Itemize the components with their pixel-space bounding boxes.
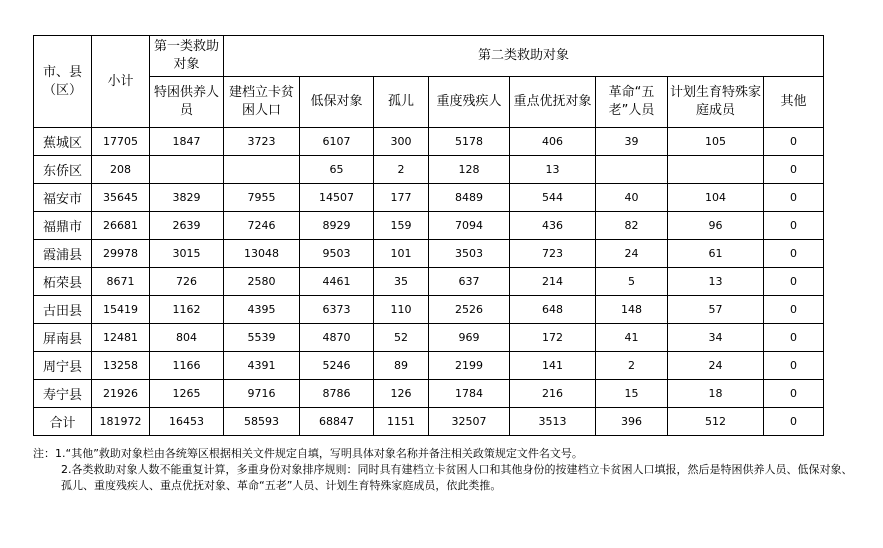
region-cell: 蕉城区 (34, 128, 92, 156)
value-cell: 5 (596, 268, 668, 296)
value-cell: 0 (764, 156, 824, 184)
value-cell: 82 (596, 212, 668, 240)
value-cell: 13 (668, 268, 764, 296)
region-cell: 柘荣县 (34, 268, 92, 296)
value-cell: 148 (596, 296, 668, 324)
region-cell: 东侨区 (34, 156, 92, 184)
value-cell: 7955 (224, 184, 300, 212)
value-cell: 17705 (92, 128, 150, 156)
value-cell: 105 (668, 128, 764, 156)
header-col: 革命“五老”人员 (596, 77, 668, 128)
value-cell: 436 (510, 212, 596, 240)
value-cell: 172 (510, 324, 596, 352)
value-cell: 1847 (150, 128, 224, 156)
value-cell: 65 (300, 156, 374, 184)
value-cell: 0 (764, 380, 824, 408)
value-cell: 104 (668, 184, 764, 212)
table-row (34, 296, 824, 324)
value-cell: 12481 (92, 324, 150, 352)
value-cell: 3503 (429, 240, 510, 268)
value-cell: 0 (764, 268, 824, 296)
value-cell: 14507 (300, 184, 374, 212)
table-row (34, 324, 824, 352)
value-cell: 0 (764, 324, 824, 352)
region-cell: 周宁县 (34, 352, 92, 380)
value-cell: 15 (596, 380, 668, 408)
value-cell: 29978 (92, 240, 150, 268)
value-cell: 3015 (150, 240, 224, 268)
value-cell: 6373 (300, 296, 374, 324)
value-cell: 15419 (92, 296, 150, 324)
table-row (34, 128, 824, 156)
header-col: 孤儿 (374, 77, 429, 128)
value-cell (150, 156, 224, 184)
value-cell: 181972 (92, 408, 150, 436)
value-cell: 96 (668, 212, 764, 240)
value-cell: 406 (510, 128, 596, 156)
value-cell: 128 (429, 156, 510, 184)
value-cell: 8489 (429, 184, 510, 212)
value-cell: 0 (764, 240, 824, 268)
value-cell: 8671 (92, 268, 150, 296)
value-cell: 1265 (150, 380, 224, 408)
value-cell: 723 (510, 240, 596, 268)
table-row (34, 268, 824, 296)
value-cell: 35645 (92, 184, 150, 212)
header-col: 低保对象 (300, 77, 374, 128)
value-cell: 4870 (300, 324, 374, 352)
value-cell: 4461 (300, 268, 374, 296)
value-cell: 1784 (429, 380, 510, 408)
value-cell: 2580 (224, 268, 300, 296)
header-region: 市、县（区） (34, 36, 92, 128)
header-col: 建档立卡贫困人口 (224, 77, 300, 128)
value-cell: 8929 (300, 212, 374, 240)
value-cell: 0 (764, 352, 824, 380)
value-cell: 101 (374, 240, 429, 268)
value-cell: 58593 (224, 408, 300, 436)
value-cell: 396 (596, 408, 668, 436)
value-cell: 18 (668, 380, 764, 408)
value-cell: 13258 (92, 352, 150, 380)
value-cell (596, 156, 668, 184)
table-row (34, 240, 824, 268)
value-cell: 26681 (92, 212, 150, 240)
header-group2: 第二类救助对象 (224, 36, 824, 77)
value-cell: 32507 (429, 408, 510, 436)
value-cell: 34 (668, 324, 764, 352)
value-cell: 4395 (224, 296, 300, 324)
value-cell: 7094 (429, 212, 510, 240)
value-cell: 3513 (510, 408, 596, 436)
value-cell: 39 (596, 128, 668, 156)
value-cell (668, 156, 764, 184)
header-col: 重度残疾人 (429, 77, 510, 128)
value-cell: 512 (668, 408, 764, 436)
value-cell: 5539 (224, 324, 300, 352)
value-cell: 2199 (429, 352, 510, 380)
value-cell: 214 (510, 268, 596, 296)
header-col: 特困供养人员 (150, 77, 224, 128)
value-cell: 1162 (150, 296, 224, 324)
value-cell: 5246 (300, 352, 374, 380)
header-col: 计划生育特殊家庭成员 (668, 77, 764, 128)
value-cell: 126 (374, 380, 429, 408)
value-cell: 544 (510, 184, 596, 212)
value-cell: 2 (374, 156, 429, 184)
value-cell: 52 (374, 324, 429, 352)
assistance-table (33, 35, 824, 436)
value-cell: 0 (764, 128, 824, 156)
value-cell: 3829 (150, 184, 224, 212)
value-cell: 24 (668, 352, 764, 380)
value-cell: 637 (429, 268, 510, 296)
value-cell: 24 (596, 240, 668, 268)
value-cell: 1166 (150, 352, 224, 380)
value-cell: 61 (668, 240, 764, 268)
value-cell: 3723 (224, 128, 300, 156)
value-cell: 177 (374, 184, 429, 212)
value-cell: 648 (510, 296, 596, 324)
table-row (34, 212, 824, 240)
value-cell: 2639 (150, 212, 224, 240)
value-cell: 16453 (150, 408, 224, 436)
value-cell: 159 (374, 212, 429, 240)
value-cell: 726 (150, 268, 224, 296)
table-row (34, 352, 824, 380)
footnotes (33, 446, 863, 494)
header-group1: 第一类救助对象 (150, 36, 224, 77)
value-cell: 0 (764, 296, 824, 324)
table-row (34, 156, 824, 184)
value-cell: 13 (510, 156, 596, 184)
region-cell: 福鼎市 (34, 212, 92, 240)
table-row (34, 184, 824, 212)
footnote-2: 2.各类救助对象人数不能重复计算，多重身份对象排序规则：同时具有建档立卡贫困人口和其他身份的按建档立卡贫困人口填报，然后是特困供养人员、低保对象、孤儿、重度残疾人、重点优抚对象、革命“五老”人员、计划生育特殊家庭成员，依此类推。 (61, 463, 853, 492)
value-cell: 68847 (300, 408, 374, 436)
value-cell: 300 (374, 128, 429, 156)
value-cell: 969 (429, 324, 510, 352)
value-cell (224, 156, 300, 184)
value-cell: 41 (596, 324, 668, 352)
region-cell: 屏南县 (34, 324, 92, 352)
header-col: 其他 (764, 77, 824, 128)
region-cell: 福安市 (34, 184, 92, 212)
value-cell: 13048 (224, 240, 300, 268)
value-cell: 0 (764, 212, 824, 240)
value-cell: 2526 (429, 296, 510, 324)
value-cell: 1151 (374, 408, 429, 436)
footnote-1: 注：1.“其他”救助对象栏由各统筹区根据相关文件规定自填，写明具体对象名称并备注相关政策规定文件名文号。 (33, 447, 583, 460)
value-cell: 8786 (300, 380, 374, 408)
value-cell: 35 (374, 268, 429, 296)
value-cell: 89 (374, 352, 429, 380)
value-cell: 216 (510, 380, 596, 408)
region-cell: 寿宁县 (34, 380, 92, 408)
value-cell: 57 (668, 296, 764, 324)
value-cell: 7246 (224, 212, 300, 240)
table-body (34, 128, 824, 436)
value-cell: 6107 (300, 128, 374, 156)
value-cell: 141 (510, 352, 596, 380)
table-row (34, 408, 824, 436)
value-cell: 9503 (300, 240, 374, 268)
value-cell: 4391 (224, 352, 300, 380)
header-subtotal: 小计 (92, 36, 150, 128)
value-cell: 21926 (92, 380, 150, 408)
value-cell: 9716 (224, 380, 300, 408)
region-cell: 古田县 (34, 296, 92, 324)
value-cell: 804 (150, 324, 224, 352)
value-cell: 208 (92, 156, 150, 184)
value-cell: 40 (596, 184, 668, 212)
table-row (34, 380, 824, 408)
value-cell: 0 (764, 408, 824, 436)
value-cell: 110 (374, 296, 429, 324)
value-cell: 0 (764, 184, 824, 212)
value-cell: 5178 (429, 128, 510, 156)
header-col: 重点优抚对象 (510, 77, 596, 128)
region-cell: 合计 (34, 408, 92, 436)
value-cell: 2 (596, 352, 668, 380)
region-cell: 霞浦县 (34, 240, 92, 268)
